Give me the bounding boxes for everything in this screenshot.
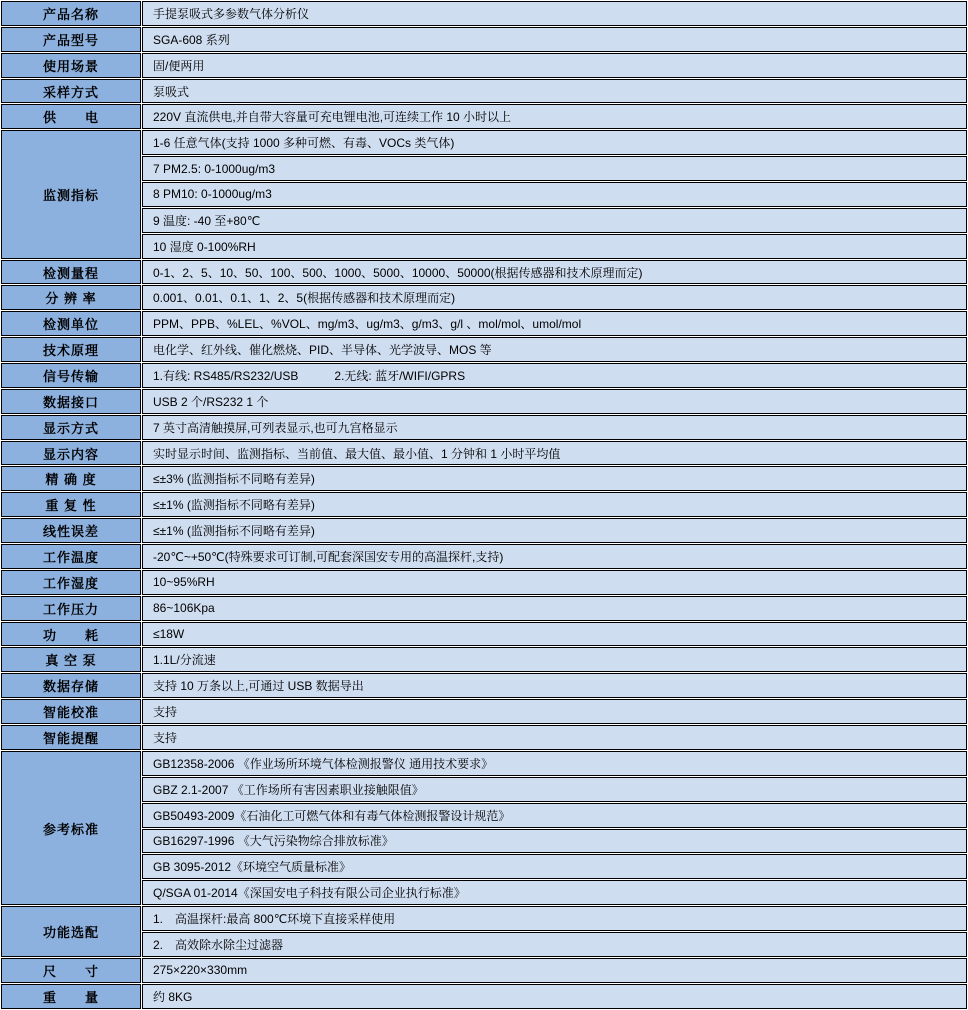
spec-value: ≤±1% (监测指标不同略有差异): [142, 492, 967, 517]
spec-label: 功能选配: [1, 906, 141, 957]
table-row: [1, 854, 967, 879]
spec-label: 数据接口: [1, 389, 141, 414]
spec-value: 0.001、0.01、0.1、1、2、5(根据传感器和技术原理而定): [142, 285, 967, 310]
spec-label: 显示方式: [1, 415, 141, 440]
spec-value: 9 温度: -40 至+80℃: [142, 208, 967, 233]
spec-value: GB50493-2009《石油化工可燃气体和有毒气体检测报警设计规范》: [142, 803, 967, 828]
spec-label: 显示内容: [1, 441, 141, 466]
spec-label: 工作湿度: [1, 570, 141, 595]
spec-value: 1-6 任意气体(支持 1000 多种可燃、有毒、VOCs 类气体): [142, 130, 967, 155]
spec-label: 功 耗: [1, 622, 141, 647]
table-row: [1, 441, 967, 466]
spec-value: GBZ 2.1-2007 《工作场所有害因素职业接触限值》: [142, 777, 967, 802]
spec-label: 线性误差: [1, 518, 141, 543]
spec-label: 监测指标: [1, 130, 141, 258]
table-row: [1, 389, 967, 414]
spec-value: 7 PM2.5: 0-1000ug/m3: [142, 156, 967, 181]
spec-label: 工作压力: [1, 596, 141, 621]
spec-value: 0-1、2、5、10、50、100、500、1000、5000、10000、50000(根据传感器和技术原理而定): [142, 260, 967, 285]
table-row: [1, 906, 967, 931]
spec-value: 8 PM10: 0-1000ug/m3: [142, 182, 967, 207]
table-row: [1, 104, 967, 129]
spec-label: 数据存储: [1, 673, 141, 698]
spec-value: 2. 高效除水除尘过滤器: [142, 932, 967, 957]
spec-value: 1.1L/分流速: [142, 647, 967, 672]
spec-value: 7 英寸高清触摸屏,可列表显示,也可九宫格显示: [142, 415, 967, 440]
spec-label: 工作温度: [1, 544, 141, 569]
spec-value: ≤±1% (监测指标不同略有差异): [142, 518, 967, 543]
table-row: [1, 415, 967, 440]
spec-value: 泵吸式: [142, 79, 967, 104]
spec-label: 信号传输: [1, 363, 141, 388]
table-row: [1, 829, 967, 854]
spec-value: 支持: [142, 699, 967, 724]
table-row: [1, 156, 967, 181]
table-row: [1, 182, 967, 207]
spec-label: 重 量: [1, 984, 141, 1009]
spec-label: 供 电: [1, 104, 141, 129]
table-row: [1, 53, 967, 78]
table-row: [1, 725, 967, 750]
table-row: [1, 880, 967, 905]
table-row: [1, 1, 967, 26]
spec-value: 86~106Kpa: [142, 596, 967, 621]
spec-value: 220V 直流供电,并自带大容量可充电锂电池,可连续工作 10 小时以上: [142, 104, 967, 129]
spec-value: ≤18W: [142, 622, 967, 647]
table-row: [1, 622, 967, 647]
spec-value: 275×220×330mm: [142, 958, 967, 983]
spec-label: 重 复 性: [1, 492, 141, 517]
spec-value: 支持 10 万条以上,可通过 USB 数据导出: [142, 673, 967, 698]
spec-value: 实时显示时间、监测指标、当前值、最大值、最小值、1 分钟和 1 小时平均值: [142, 441, 967, 466]
table-row: [1, 363, 967, 388]
spec-value: 1.有线: RS485/RS232/USB 2.无线: 蓝牙/WIFI/GPRS: [142, 363, 967, 388]
spec-value: GB12358-2006 《作业场所环境气体检测报警仪 通用技术要求》: [142, 751, 967, 776]
spec-value: SGA-608 系列: [142, 27, 967, 52]
spec-label: 使用场景: [1, 53, 141, 78]
spec-value: ≤±3% (监测指标不同略有差异): [142, 466, 967, 491]
spec-label: 真 空 泵: [1, 647, 141, 672]
table-row: [1, 518, 967, 543]
table-row: [1, 208, 967, 233]
table-row: [1, 777, 967, 802]
spec-value: 10 湿度 0-100%RH: [142, 234, 967, 259]
spec-value: 手提泵吸式多参数气体分析仪: [142, 1, 967, 26]
spec-value: 电化学、红外线、催化燃烧、PID、半导体、光学波导、MOS 等: [142, 337, 967, 362]
table-row: [1, 932, 967, 957]
table-row: [1, 285, 967, 310]
table-row: [1, 958, 967, 983]
spec-label: 参考标准: [1, 751, 141, 905]
table-row: [1, 260, 967, 285]
table-row: [1, 130, 967, 155]
spec-label: 智能提醒: [1, 725, 141, 750]
spec-label: 检测量程: [1, 260, 141, 285]
table-row: [1, 466, 967, 491]
spec-value: -20℃~+50℃(特殊要求可订制,可配套深国安专用的高温探杆,支持): [142, 544, 967, 569]
table-row: [1, 234, 967, 259]
spec-value: Q/SGA 01-2014《深国安电子科技有限公司企业执行标准》: [142, 880, 967, 905]
spec-value: 约 8KG: [142, 984, 967, 1009]
table-row: [1, 984, 967, 1009]
spec-value: GB16297-1996 《大气污染物综合排放标准》: [142, 829, 967, 854]
spec-label: 智能校准: [1, 699, 141, 724]
spec-value: PPM、PPB、%LEL、%VOL、mg/m3、ug/m3、g/m3、g/l 、mol/mol、umol/mol: [142, 311, 967, 336]
table-row: [1, 803, 967, 828]
spec-value: 1. 高温探杆:最高 800℃环境下直接采样使用: [142, 906, 967, 931]
table-row: [1, 673, 967, 698]
table-row: [1, 751, 967, 776]
spec-label: 产品型号: [1, 27, 141, 52]
spec-label: 尺 寸: [1, 958, 141, 983]
table-row: [1, 699, 967, 724]
spec-label: 技术原理: [1, 337, 141, 362]
spec-value: 固/便两用: [142, 53, 967, 78]
table-row: [1, 544, 967, 569]
table-row: [1, 492, 967, 517]
spec-label: 采样方式: [1, 79, 141, 104]
table-row: [1, 596, 967, 621]
table-row: [1, 27, 967, 52]
spec-value: 10~95%RH: [142, 570, 967, 595]
table-row: [1, 79, 967, 104]
spec-label: 分 辨 率: [1, 285, 141, 310]
spec-value: USB 2 个/RS232 1 个: [142, 389, 967, 414]
table-row: [1, 311, 967, 336]
spec-label: 产品名称: [1, 1, 141, 26]
spec-value: 支持: [142, 725, 967, 750]
table-row: [1, 570, 967, 595]
table-row: [1, 647, 967, 672]
spec-label: 检测单位: [1, 311, 141, 336]
spec-value: GB 3095-2012《环境空气质量标准》: [142, 854, 967, 879]
table-row: [1, 337, 967, 362]
spec-label: 精 确 度: [1, 466, 141, 491]
